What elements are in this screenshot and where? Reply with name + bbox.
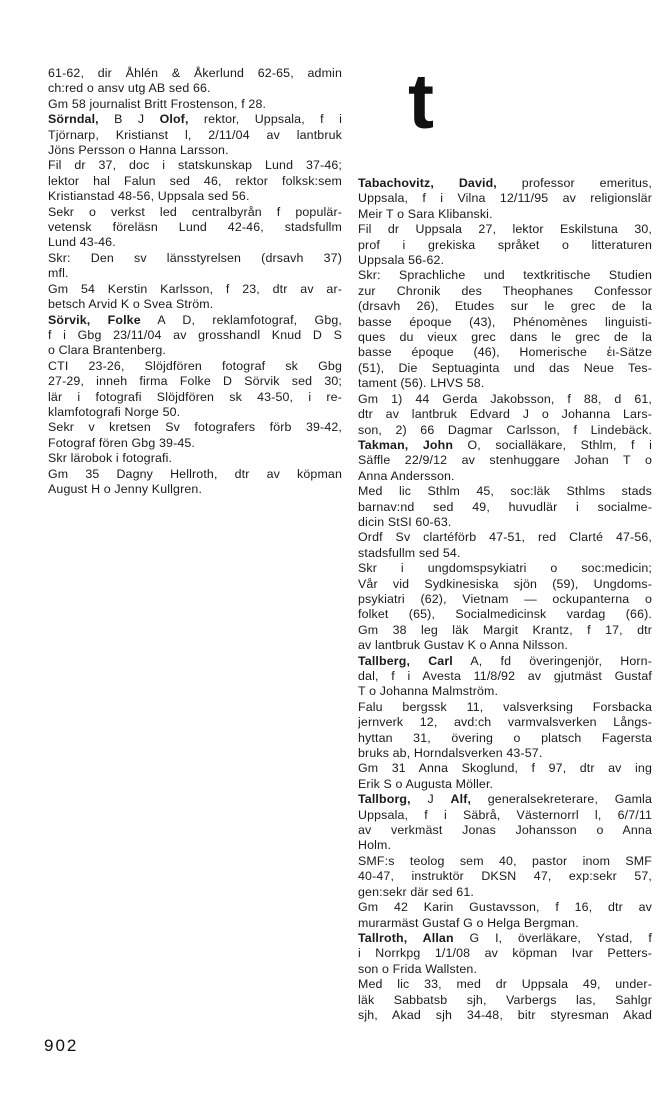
entry-text: Med lic 33, med dr Uppsala 49, under- (358, 977, 652, 992)
text-line (48, 220, 342, 235)
text-line (358, 823, 652, 838)
entry-text: SMF:s teolog sem 40, pastor inom SMF (358, 853, 652, 868)
entry-text: Lund 43-46. (48, 235, 116, 250)
right-column (358, 176, 652, 1023)
text-line (48, 451, 342, 466)
entry-text: son o Frida Wallsten. (358, 961, 478, 976)
text-line (358, 253, 652, 268)
text-line (358, 623, 652, 638)
text-line (48, 251, 342, 266)
text-line (48, 235, 342, 250)
entry-name: Sörvik, Folke (48, 312, 141, 327)
text-line (48, 205, 342, 220)
entry-text: rektor, Uppsala, f i (188, 112, 342, 127)
text-line (358, 361, 652, 376)
entry-text: hyttan 31, övering o platsch Fagersta (358, 730, 652, 745)
text-line (358, 546, 652, 561)
entry-text: Gm 38 leg läk Margit Krantz, f 17, dtr (358, 622, 652, 637)
entry-text: 61-62, dir Åhlén & Åkerlund 62-65, admin (48, 66, 342, 80)
entry-text: psykiatri (62), Vietnam — ockupanterna o (358, 591, 652, 606)
text-line (358, 330, 652, 345)
entry-text: son, 2) 66 Dagmar Carlsson, f Lindebäck. (358, 422, 652, 437)
entry-name: Takman, John (358, 437, 454, 452)
entry-text: August H o Jenny Kullgren. (48, 481, 203, 496)
text-line (358, 561, 652, 576)
entry-text: Anna Andersson. (358, 468, 455, 483)
entry-text: betsch Arvid K o Svea Ström. (48, 297, 214, 312)
entry-text: Skr: Den sv länsstyrelsen (drsavh 37) (48, 250, 342, 265)
text-line (358, 869, 652, 884)
entry-text: J (410, 792, 451, 807)
entry-text: A D, reklamfotograf, Gbg, (140, 312, 342, 327)
entry-name: Olof, (159, 112, 189, 127)
entry-text: tament (56). LHVS 58. (358, 376, 485, 391)
page-number: 902 (44, 1036, 79, 1055)
text-line (358, 191, 652, 206)
text-line (48, 467, 342, 482)
text-line (48, 112, 342, 127)
entry-text: av lantbruk Gustav K o Anna Nilsson. (358, 638, 568, 653)
entry-text: sjh, Akad sjh 34-48, bitr styresman Akad (358, 1007, 652, 1022)
entry-text: Fil dr Uppsala 27, lektor Eskilstuna 30, (358, 222, 652, 237)
entry-text: A, fd överingenjör, Horn- (452, 653, 652, 668)
entry-text: jernverk 12, avd:ch varmvalsverken Långs- (358, 715, 652, 730)
entry-text: Kristianstad 48-56, Uppsala sed 56. (48, 189, 250, 204)
entry-text: Sekr o verkst led centralbyrån f populär- (48, 204, 342, 219)
entry-text: Skr: Sprachliche und textkritische Studien (358, 268, 652, 283)
entry-text: Med lic Sthlm 45, soc:läk Sthlms stads (358, 484, 652, 499)
entry-name: Tallroth, Allan (358, 930, 454, 945)
text-line (48, 343, 342, 358)
text-line (358, 746, 652, 761)
entry-text: T o Johanna Malmström. (358, 684, 499, 699)
entry-name: Alf, (450, 792, 472, 807)
text-line (358, 854, 652, 869)
left-column (48, 66, 342, 497)
entry-text: Gm 58 journalist Britt Frostenson, f 28. (48, 96, 267, 111)
entry-text: Fil dr 37, doc i statskunskap Lund 37-46; (48, 158, 342, 173)
entry-text: Gm 31 Anna Skoglund, f 97, dtr av ing (358, 761, 652, 776)
text-line (358, 392, 652, 407)
text-line (358, 284, 652, 299)
text-line (358, 530, 652, 545)
text-line (358, 731, 652, 746)
text-line (358, 515, 652, 530)
entry-text: ques du vieux grec dans le grec de la (358, 330, 652, 345)
entry-text: lektor hal Falun sed 46, rektor folksk:sem (48, 173, 342, 188)
text-line (358, 761, 652, 776)
entry-text: 27-29, inneh firma Folke D Sörvik sed 30; (48, 374, 342, 389)
entry-text: B J (98, 112, 160, 127)
section-letter: t (408, 57, 434, 145)
entry-text: Skr i ungdomspsykiatri o soc:medicin; (358, 561, 652, 576)
entry-text: folket (65), Socialmedicinsk vardag (66). (358, 607, 652, 622)
entry-text: dtr av lantbruk Edvard J o Johanna Lars- (358, 407, 652, 422)
entry-text: O, socialläkare, Sthlm, f i (453, 437, 652, 452)
text-line (48, 97, 342, 112)
text-line (358, 484, 652, 499)
entry-text: Holm. (358, 838, 392, 853)
text-line (358, 962, 652, 977)
entry-text: Gm 1) 44 Gerda Jakobsson, f 88, d 61, (358, 391, 652, 406)
text-line (48, 143, 342, 158)
text-line (358, 669, 652, 684)
entry-text: läk Sabbatsb sjh, Varbergs las, Sahlgr (358, 992, 652, 1007)
text-line (358, 592, 652, 607)
entry-text: G I, överläkare, Ystad, f (453, 930, 652, 945)
entry-text: i Norrkpg 1/1/08 av köpman Ivar Petters- (358, 946, 652, 961)
entry-text: Säffle 22/9/12 av stenhuggare Johan T o (358, 453, 652, 468)
text-line (358, 607, 652, 622)
text-line (358, 885, 652, 900)
text-line (48, 189, 342, 204)
text-line (48, 158, 342, 173)
entry-text: (51), Die Septuaginta und das Neue Tes- (358, 360, 652, 375)
text-line (358, 900, 652, 915)
entry-name: Sörndal, (48, 112, 99, 127)
entry-name: Tallberg, Carl (358, 653, 453, 668)
entry-text: ch:red o ansv utg AB sed 66. (48, 81, 211, 96)
text-line (358, 838, 652, 853)
text-line (358, 792, 652, 807)
text-line (48, 128, 342, 143)
entry-text: 40-47, instruktör DKSN 47, exp:sekr 57, (358, 869, 652, 884)
text-line (358, 268, 652, 283)
text-line (48, 266, 342, 281)
text-line (48, 297, 342, 312)
entry-text: mfl. (48, 266, 69, 281)
text-line (358, 715, 652, 730)
entry-text: zur Chronik des Theophanes Confessor (358, 283, 652, 298)
text-line (358, 638, 652, 653)
entry-text: Fotograf fören Gbg 39-45. (48, 435, 196, 450)
entry-text: dicin StSI 60-63. (358, 514, 452, 529)
text-line (358, 345, 652, 360)
entry-text: gen:sekr där sed 61. (358, 884, 474, 899)
entry-text: vetensk föreläsn Lund 42-46, stadsfullm (48, 220, 342, 235)
entry-text: Vår vid Sydkinesiska sjön (59), Ungdoms- (358, 576, 652, 591)
entry-text: Uppsala, f i Vilna 12/11/95 av religionslär (358, 191, 652, 206)
text-line (358, 469, 652, 484)
entry-text: Sekr v kretsen Sv fotografers förb 39-42, (48, 420, 342, 435)
text-line (48, 81, 342, 96)
text-line (48, 174, 342, 189)
text-line (48, 282, 342, 297)
text-line (358, 376, 652, 391)
text-line (358, 299, 652, 314)
entry-text: av verkmäst Jonas Johansson o Anna (358, 823, 652, 838)
entry-name: Tabachovitz, David, (358, 176, 497, 190)
text-line (48, 390, 342, 405)
text-line (358, 407, 652, 422)
entry-text: Ordf Sv clartéförb 47-51, red Clarté 47-56, (358, 530, 652, 545)
text-line (358, 222, 652, 237)
entry-text: (drsavh 26), Etudes sur le grec de la (358, 299, 652, 314)
entry-text: Tjörnarp, Kristianst l, 2/11/04 av lantbruk (48, 127, 342, 142)
text-line (358, 977, 652, 992)
text-line (358, 176, 652, 191)
text-line (358, 238, 652, 253)
text-line (358, 993, 652, 1008)
text-line (48, 374, 342, 389)
entry-text: CTI 23-26, Slöjdfören fotograf sk Gbg (48, 358, 342, 373)
entry-text: f i Gbg 23/11/04 av grosshandl Knud D S (48, 327, 342, 342)
entry-text: murarmäst Gustaf G o Helga Bergman. (358, 915, 579, 930)
text-line (358, 453, 652, 468)
entry-text: Erik S o Augusta Möller. (358, 776, 494, 791)
text-line (358, 207, 652, 222)
text-line (358, 438, 652, 453)
entry-text: barnav:nd sed 49, huvudlär i socialme- (358, 499, 652, 514)
text-line (358, 684, 652, 699)
entry-text: prof i grekiska språket o litteraturen (358, 237, 652, 252)
text-line (358, 500, 652, 515)
text-line (358, 700, 652, 715)
entry-text: dal, f i Avesta 11/8/92 av gjutmäst Gustaf (358, 669, 652, 683)
text-line (48, 420, 342, 435)
text-line (48, 359, 342, 374)
entry-text: professor emeritus, (496, 176, 652, 190)
text-line (358, 654, 652, 669)
text-line (48, 405, 342, 420)
entry-text: Skr lärobok i fotografi. (48, 451, 173, 466)
entry-text: Gm 42 Karin Gustavsson, f 16, dtr av (358, 900, 652, 915)
text-line (48, 313, 342, 328)
text-line (358, 808, 652, 823)
entry-text: stadsfullm sed 54. (358, 545, 461, 560)
entry-text: basse époque (46), Homerische ἐι-Sätze (358, 345, 652, 360)
entry-text: klamfotografi Norge 50. (48, 404, 181, 419)
text-line (48, 328, 342, 343)
entry-text: Jöns Persson o Hanna Larsson. (48, 143, 229, 158)
entry-text: lär i fotografi Slöjdfören sk 43-50, i re- (48, 389, 342, 404)
entry-name: Tallborg, (358, 792, 411, 807)
entry-text: o Clara Brantenberg. (48, 343, 167, 358)
text-line (358, 315, 652, 330)
entry-text: Uppsala 56-62. (358, 253, 445, 268)
entry-text: generalsekreterare, Gamla (471, 792, 652, 807)
text-line (48, 436, 342, 451)
entry-text: bruks ab, Horndalsverken 43-57. (358, 746, 543, 761)
entry-text: basse époque (43), Phénomènes linguisti- (358, 314, 652, 329)
entry-text: Falu bergssk 11, valsverksing Forsbacka (358, 699, 652, 714)
entry-text: Gm 54 Kerstin Karlsson, f 23, dtr av ar- (48, 281, 342, 296)
text-line (358, 777, 652, 792)
entry-text: Uppsala, f i Säbrå, Västernorrl l, 6/7/11 (358, 807, 652, 822)
text-line (358, 931, 652, 946)
text-line (358, 916, 652, 931)
text-line (358, 423, 652, 438)
text-line (48, 482, 342, 497)
text-line (358, 577, 652, 592)
entry-text: Gm 35 Dagny Hellroth, dtr av köpman (48, 466, 342, 481)
entry-text: Meir T o Sara Klibanski. (358, 206, 493, 221)
text-line (358, 1008, 652, 1023)
text-line (48, 66, 342, 81)
text-line (358, 946, 652, 961)
